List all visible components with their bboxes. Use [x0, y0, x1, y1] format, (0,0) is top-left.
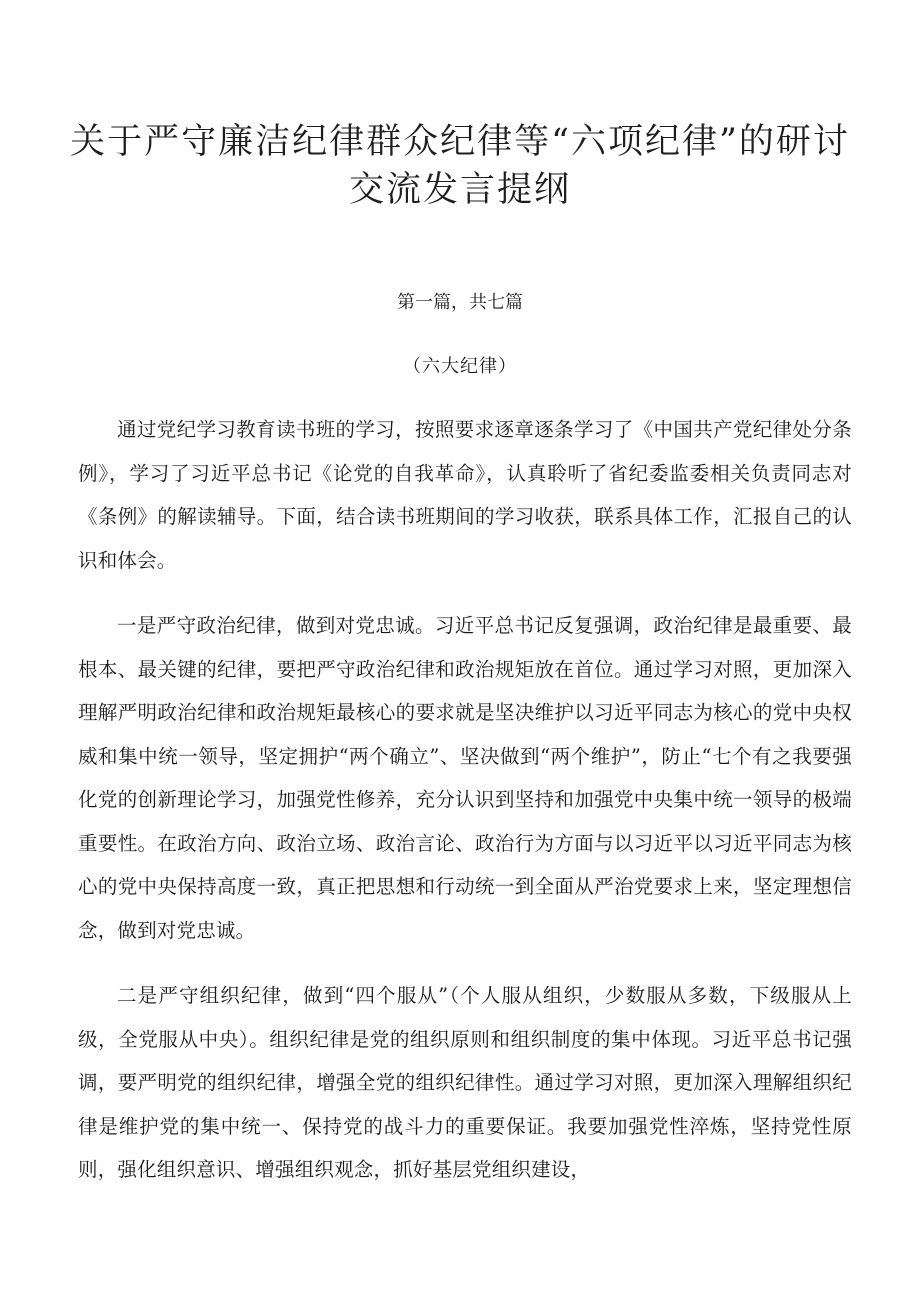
paragraph-organizational-discipline: 二是严守组织纪律，做到“四个服从”（个人服从组织，少数服从多数，下级服从上级，全党服从中央）。组织纪律是党的组织原则和组织制度的集中体现。习近平总书记强调，要严明党的组织纪律，增强全党的组织纪律性。通过学习对照，更加深入理解组织纪律是维护党的集中统一、保持党的战斗力的重要保证。我要加强党性淬炼，坚持党性原则，强化组织意识、增强组织观念，抓好基层党组织建设， — [78, 984, 852, 1181]
document-body — [78, 408, 852, 1214]
title-line-1: 关于严守廉洁纪律群众纪律等“六项纪律”的研讨 — [70, 122, 850, 162]
paragraph-intro: 通过党纪学习教育读书班的学习，按照要求逐章逐条学习了《中国共产党纪律处分条例》，学习了习近平总书记《论党的自我革命》，认真聆听了省纪委监委相关负责同志对《条例》的解读辅导。下面，结合读书班期间的学习收获，联系具体工作，汇报自己的认识和体会。 — [78, 418, 852, 572]
document-title — [60, 118, 860, 214]
title-line-2: 交流发言提纲 — [348, 170, 571, 210]
paragraph-political-discipline: 一是严守政治纪律，做到对党忠诚。习近平总书记反复强调，政治纪律是最重要、最根本、最关键的纪律，要把严守政治纪律和政治规矩放在首位。通过学习对照，更加深入理解严明政治纪律和政治规矩最核心的要求就是坚决维护以习近平同志为核心的党中央权威和集中统一领导，坚定拥护“两个确立”、坚决做到“两个维护”，防止“七个有之我要强化党的创新理论学习，加强党性修养，充分认识到坚持和加强党中央集中统一领导的极端重要性。在政治方向、政治立场、政治言论、政治行为方面与以习近平以习近平同志为核心的党中央保持高度一致，真正把思想和行动统一到全面从严治党要求上来，坚定理想信念，做到对党忠诚。 — [78, 614, 852, 942]
section-label: （六大纪律） — [403, 356, 517, 377]
document-subtitle: 第一篇，共七篇 — [397, 292, 523, 313]
